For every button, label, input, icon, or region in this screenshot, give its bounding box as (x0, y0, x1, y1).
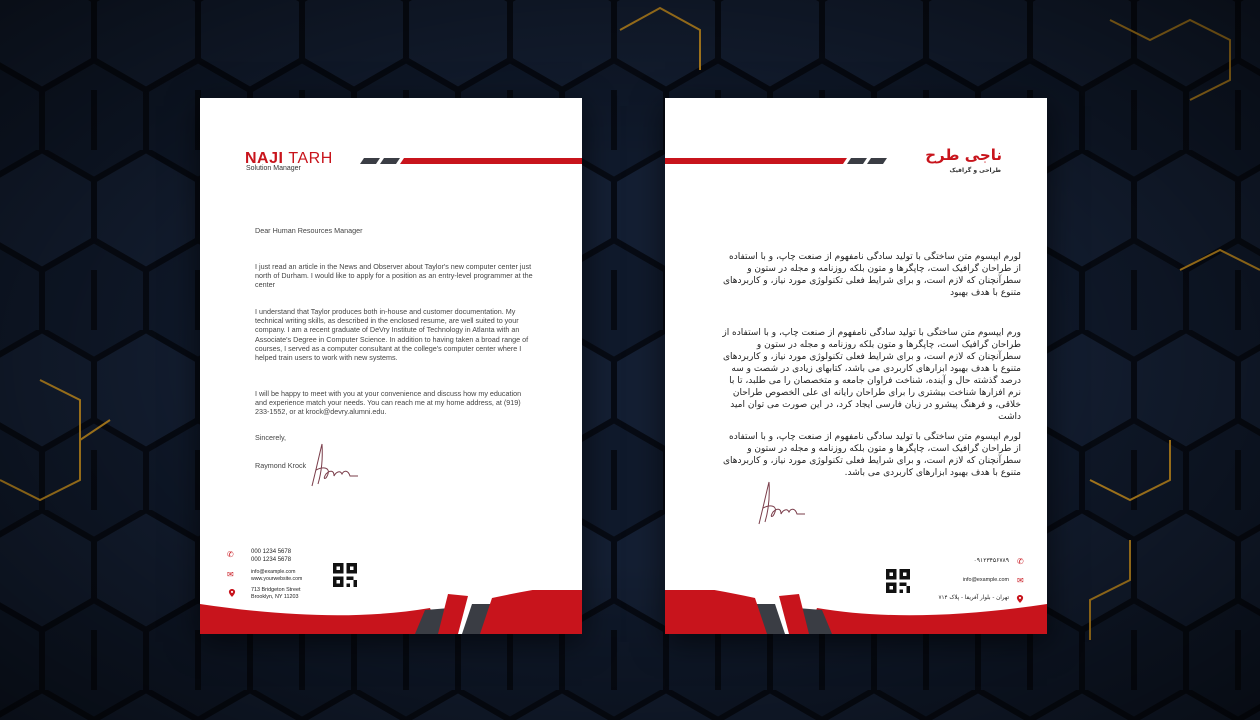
closing: Sincerely, (255, 433, 287, 442)
email-icon: ✉ (227, 570, 234, 579)
brand-subtitle: Solution Manager (246, 165, 301, 172)
fa-paragraph-3: لورم ایپسوم متن ساختگی با تولید سادگی نامفهوم از صنعت چاپ، و با استفاده از طراحان گرافیک است، چاپگرها و متون بلکه روزنامه و مجله در ستون و سطرآنچنان که لازم است، و برای شرایط فعلی تکنولوژی مورد نیاز، و کاربردهای متنوع با هدف بهبود ابزارهای کاربردی می باشد. (723, 432, 1021, 478)
email-fa: info@example.com (962, 577, 1009, 583)
fa-paragraph-2: ورم ایپسوم متن ساختگی با تولید سادگی نامفهوم از صنعت چاپ، و با استفاده از طراحان گرافیک است، چاپگرها و متون بلکه روزنامه و مجله در ستون و سطرآنچنان که لازم است، و برای شرایط فعلی تکنولوژی مورد نیاز، و کاربردهای متنوع با هدف بهبود ابزارهای کاربردی می باشد، کتابهای زیادی در شصت و سه درصد گذشته حال و آینده، شناخت فراوان جامعه و متخصصان را می طلبد، تا با نرم افزارها شناخت بیشتری را برای طراحان رایانه ای علی الخصوص طراحان خلاقی، و فرهنگ پیشرو در زبان فارسی ایجاد کرد، در این صورت می توان امید داشت (722, 328, 1021, 422)
english-letterhead (200, 98, 582, 634)
phone-2: 000 1234 5678 (251, 556, 292, 563)
persian-letterhead (665, 98, 1047, 634)
address-fa: تهران - بلوار آفریقا - پلاک ۷۱۴ (938, 595, 1009, 601)
brand-subtitle-fa: طراحی و گرافیک (949, 167, 1001, 174)
email: info@example.com (251, 569, 296, 575)
phone-fa: ۰۹۱۲۳۴۵۶۷۸۹ (973, 558, 1009, 564)
footer-decoration (200, 590, 582, 634)
header-stripe-fa (665, 157, 887, 165)
phone-icon: ✆ (227, 550, 234, 559)
header-stripe (360, 157, 582, 165)
paragraph-2: I understand that Taylor produces both in-house and customer documentation. My technical writing skills, as described in the enclosed resume, are well suited to your company. I am a recent graduate of DeVry Institute of Technology in Atlanta with an Associate's Degree in Computer Science. In addition to having taken a broad range of courses, I served as a computer consultant at the college's computer center where I helped train users to work with new systems. (255, 307, 529, 363)
brand-logo-fa: ناجی طرح (925, 146, 1002, 164)
signature (306, 440, 362, 490)
greeting: Dear Human Resources Manager (255, 226, 363, 235)
email-icon-fa: ✉ (1017, 576, 1024, 585)
website: www.yourwebsite.com (251, 575, 303, 582)
address-line-1: 713 Bridgeton Street (251, 587, 301, 593)
brand-name-bold: NAJI (245, 150, 284, 167)
phone-numbers (251, 549, 291, 564)
paragraph-1: I just read an article in the News and Observer about Taylor's new computer center just north of Durham. I would like to apply for a position as an entry-level programmer at the center (255, 262, 533, 290)
signature-fa (753, 478, 809, 528)
fa-paragraph-1: لورم ایپسوم متن ساختگی با تولید سادگی نامفهوم از صنعت چاپ، و با استفاده از طراحان گرافیک است، چاپگرها و متون بلکه روزنامه و مجله در ستون و سطرآنچنان که لازم است، و برای شرایط فعلی تکنولوژی مورد نیاز، و کاربردهای متنوع با هدف بهبود (723, 252, 1021, 298)
brand-name-light: TARH (288, 150, 333, 167)
footer-decoration-fa (665, 590, 1047, 634)
email-web (251, 569, 302, 582)
phone-icon-fa: ✆ (1017, 557, 1024, 566)
paragraph-3: I will be happy to meet with you at your convenience and discuss how my education and experience match your needs. You can reach me at my home address, at (919) 233-1552, or at krock@devry.alumni.edu. (255, 389, 522, 417)
qr-code-icon (333, 563, 357, 587)
address-line-2: Brooklyn, NY 11203 (251, 593, 299, 600)
phone-1: 000 1234 5678 (251, 549, 292, 555)
signer-name: Raymond Krock (255, 461, 307, 470)
